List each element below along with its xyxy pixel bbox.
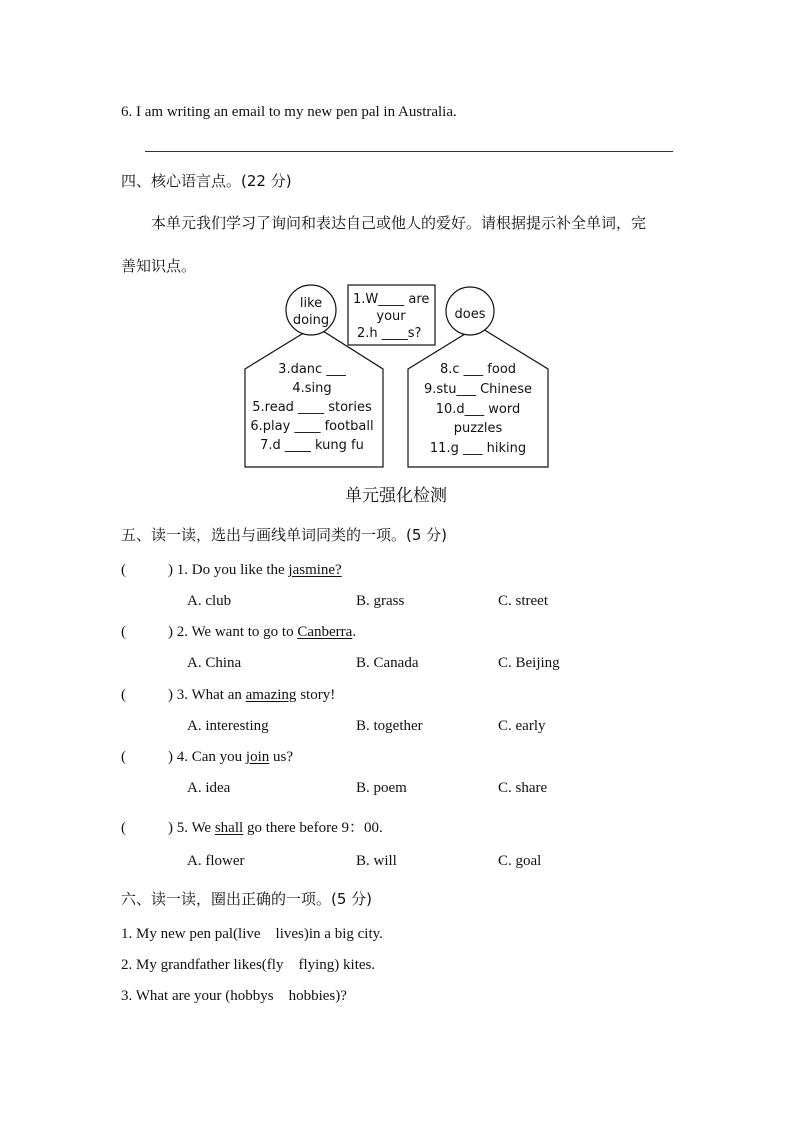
question-text: 4. Can you bbox=[176, 749, 246, 765]
left-house-line1: 3.danc ___ bbox=[278, 362, 346, 377]
question-text: 1. Do you like the bbox=[176, 562, 289, 578]
right-house-line3: 10.d___ word bbox=[435, 402, 521, 417]
s5-question-5 bbox=[121, 816, 383, 837]
answer-paren-close: ) bbox=[168, 624, 173, 640]
section-4-intro-line1: 本单元我们学习了询问和表达自己或他人的爱好。请根据提示补全单词，完 bbox=[151, 214, 647, 232]
left-house-line2: 4.sing bbox=[292, 381, 332, 396]
s5-q5-option-a: A. flower bbox=[187, 853, 245, 869]
question-text-end: go there before 9：00. bbox=[243, 820, 383, 836]
question-6: 6. I am writing an email to my new pen pal in Australia. bbox=[121, 104, 457, 120]
question-text: 3. What an bbox=[176, 687, 246, 703]
left-bubble-line2: doing bbox=[292, 313, 330, 328]
s5-q4-option-c: C. share bbox=[498, 780, 548, 796]
s6-item-3: 3. What are your (hobbys hobbies)? bbox=[121, 988, 347, 1004]
answer-paren-open: ( bbox=[121, 749, 126, 765]
center-box-line2: your bbox=[376, 309, 406, 324]
s5-q2-option-c: C. Beijing bbox=[498, 655, 560, 671]
left-house-line4: 6.play ____ football bbox=[250, 419, 374, 434]
answer-paren-open: ( bbox=[121, 624, 126, 640]
s5-q4-option-a: A. idea bbox=[187, 780, 231, 796]
s5-q3-option-b: B. together bbox=[356, 718, 423, 734]
knowledge-diagram bbox=[240, 283, 555, 473]
answer-paren-open: ( bbox=[121, 820, 126, 836]
s5-q3-option-c: C. early bbox=[498, 718, 546, 734]
underlined-word: shall bbox=[214, 820, 244, 836]
s5-q1-option-b: B. grass bbox=[356, 593, 405, 609]
section-4-heading: 四、核心语言点。(22 分) bbox=[121, 172, 292, 190]
underlined-word: Canberra bbox=[297, 624, 353, 640]
s5-q3-option-a: A. interesting bbox=[187, 718, 269, 734]
answer-paren-close: ) bbox=[168, 749, 173, 765]
s6-item-1: 1. My new pen pal(live lives)in a big city. bbox=[121, 926, 383, 942]
center-box-line3: 2.h ____s? bbox=[357, 326, 422, 341]
s5-q4-option-b: B. poem bbox=[356, 780, 407, 796]
unit-test-title: 单元强化检测 bbox=[345, 486, 447, 506]
s5-q2-option-b: B. Canada bbox=[356, 655, 419, 671]
answer-line bbox=[145, 151, 673, 152]
right-bubble-text: does bbox=[454, 307, 486, 322]
question-text-end: story! bbox=[296, 687, 336, 703]
s5-q5-option-c: C. goal bbox=[498, 853, 542, 869]
question-text-end: . bbox=[352, 624, 357, 640]
s5-question-4 bbox=[121, 749, 293, 766]
question-text: 5. We bbox=[176, 820, 215, 836]
right-house-line5: 11.g ___ hiking bbox=[429, 441, 527, 456]
center-box-line1: 1.W____ are bbox=[353, 292, 430, 307]
s5-question-3 bbox=[121, 687, 335, 704]
s5-q1-option-c: C. street bbox=[498, 593, 548, 609]
answer-paren-close: ) bbox=[168, 820, 173, 836]
section-5-heading: 五、读一读，选出与画线单词同类的一项。(5 分) bbox=[121, 526, 448, 544]
s5-question-2 bbox=[121, 624, 356, 641]
s6-item-2: 2. My grandfather likes(fly flying) kites. bbox=[121, 957, 376, 973]
underlined-word: amazing bbox=[245, 687, 297, 703]
section-6-heading: 六、读一读，圈出正确的一项。(5 分) bbox=[121, 890, 373, 908]
s5-q1-option-a: A. club bbox=[187, 593, 232, 609]
right-house-line2: 9.stu___ Chinese bbox=[423, 382, 533, 397]
s5-q2-option-a: A. China bbox=[187, 655, 242, 671]
left-house-line5: 7.d ____ kung fu bbox=[260, 438, 364, 453]
underlined-word: jasmine? bbox=[288, 562, 342, 578]
left-house-line3: 5.read ____ stories bbox=[252, 400, 372, 415]
s5-question-1 bbox=[121, 562, 342, 579]
right-house-line1: 8.c ___ food bbox=[439, 362, 517, 377]
underlined-word: join bbox=[245, 749, 270, 765]
answer-paren-open: ( bbox=[121, 687, 126, 703]
answer-paren-open: ( bbox=[121, 562, 126, 578]
answer-paren-close: ) bbox=[168, 562, 173, 578]
question-text: 2. We want to go to bbox=[176, 624, 298, 640]
section-4-intro-line2: 善知识点。 bbox=[121, 257, 197, 275]
question-text-end: us? bbox=[269, 749, 294, 765]
right-house-line4: puzzles bbox=[453, 421, 503, 436]
left-bubble-line1: like bbox=[299, 296, 323, 311]
answer-paren-close: ) bbox=[168, 687, 173, 703]
s5-q5-option-b: B. will bbox=[356, 853, 397, 869]
